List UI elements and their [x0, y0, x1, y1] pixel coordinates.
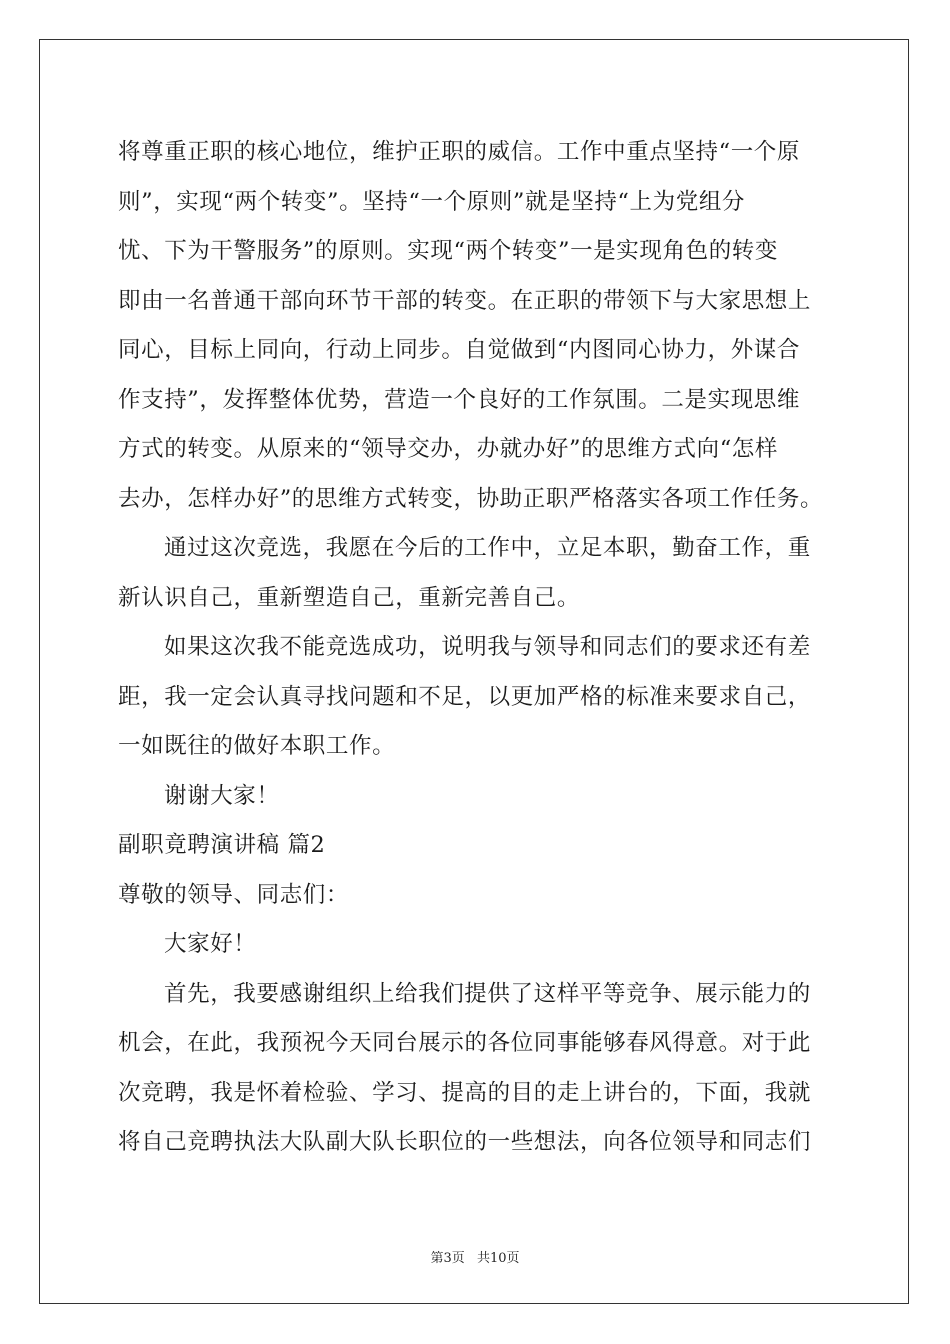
text-line: 将自己竞聘执法大队副大队长职位的一些想法，向各位领导和同志们 [118, 1129, 812, 1155]
text-line: 新认识自己，重新塑造自己，重新完善自己。 [118, 584, 581, 611]
text-line: 一如既往的做好本职工作。 [118, 733, 396, 759]
text-line: 大家好！ [164, 931, 257, 957]
text-line: 距，我一定会认真寻找问题和不足，以更加严格的标准来要求自己， [118, 683, 812, 710]
text-line: 作支持”，发挥整体优势，营造一个良好的工作氛围。二是实现思维 [118, 386, 801, 413]
text-line: 次竞聘，我是怀着检验、学习、提高的目的走上讲台的，下面，我就 [118, 1079, 812, 1106]
text-line: 机会，在此，我预祝今天同台展示的各位同事能够春风得意。对于此 [118, 1030, 812, 1056]
text-line: 即由一名普通干部向环节干部的转变。在正职的带领下与大家思想上 [118, 287, 812, 314]
text-line: 如果这次我不能竞选成功，说明我与领导和同志们的要求还有差 [164, 634, 811, 660]
text-line: 忧、下为干警服务”的原则。实现“两个转变”一是实现角色的转变 [118, 238, 779, 264]
text-line: 通过这次竞选，我愿在今后的工作中，立足本职，勤奋工作，重 [164, 535, 811, 561]
text-line: 将尊重正职的核心地位，维护正职的威信。工作中重点坚持“一个原 [118, 139, 801, 165]
page-footer [0, 1247, 950, 1266]
text-line: 尊敬的领导、同志们： [118, 881, 350, 908]
text-line: 去办，怎样办好”的思维方式转变，协助正职严格落实各项工作任务。 [118, 485, 824, 512]
text-line: 谢谢大家！ [164, 782, 280, 809]
page-number: 第3页 [430, 1251, 465, 1266]
text-line: 则”，实现“两个转变”。坚持“一个原则”就是坚持“上为党组分 [118, 188, 746, 215]
text-line: 副职竟聘演讲稿 篇2 [118, 832, 326, 858]
text-line: 首先，我要感谢组织上给我们提供了这样平等竞争、展示能力的 [164, 980, 811, 1007]
document-body [118, 128, 848, 1168]
text-line: 方式的转变。从原来的“领导交办，办就办好”的思维方式向“怎样 [118, 436, 779, 462]
text-line: 同心，目标上同向，行动上同步。自觉做到“内图同心协力，外谋合 [118, 337, 801, 363]
page-total: 共10页 [476, 1251, 520, 1266]
